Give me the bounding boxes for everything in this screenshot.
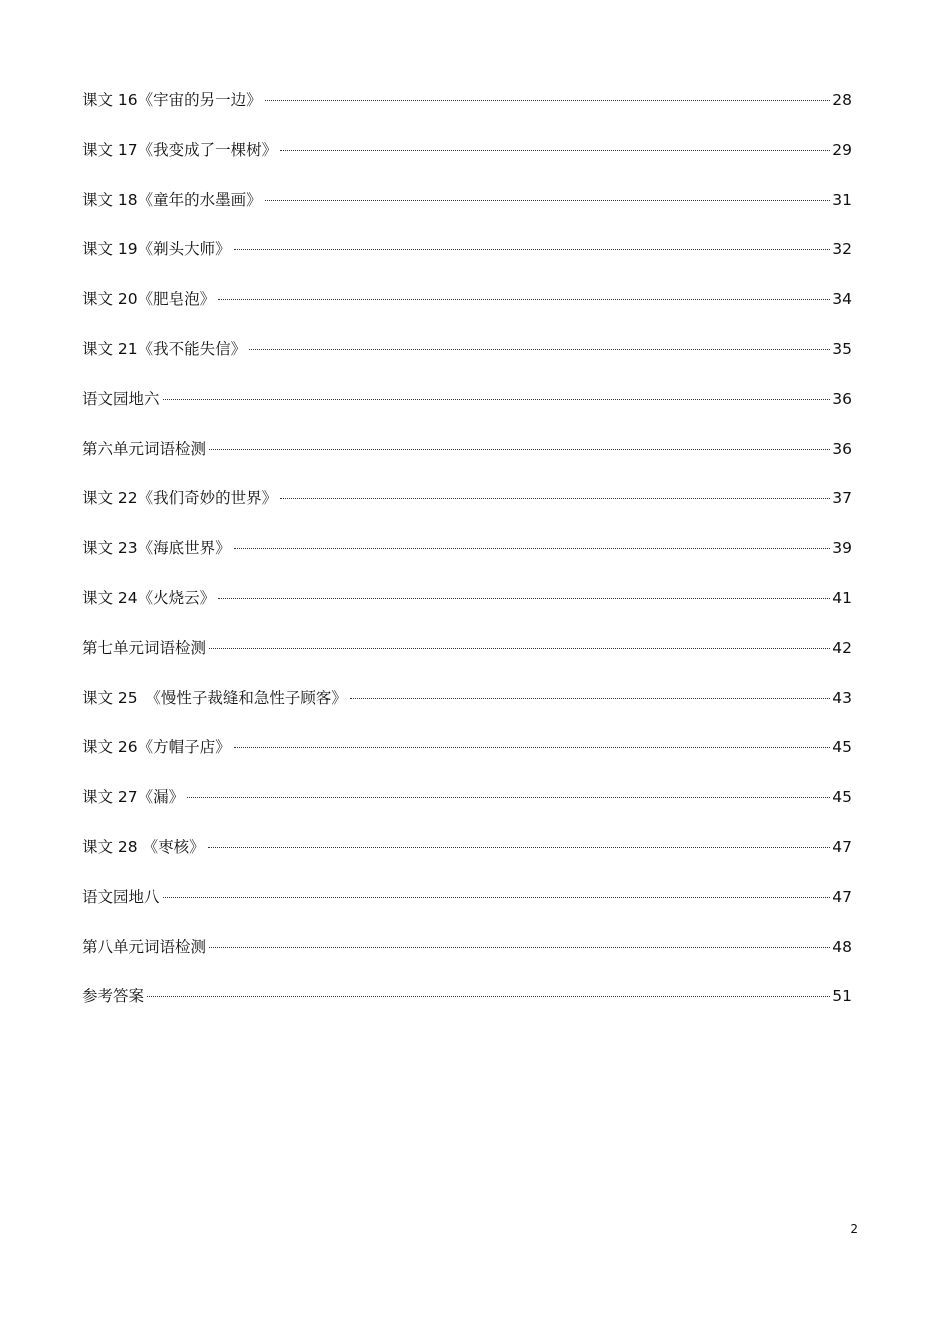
toc-entry[interactable] [82,636,852,686]
toc-entry-title: 课文 26《方帽子店》 [82,738,231,757]
toc-entry-title: 课文 28 《枣核》 [82,837,205,856]
table-of-contents [82,88,852,1034]
dot-leader [163,897,831,898]
toc-entry[interactable] [82,437,852,487]
dot-leader [163,399,831,400]
toc-entry[interactable] [82,387,852,437]
toc-entry-page: 45 [832,788,852,807]
toc-entry-title: 第八单元词语检测 [82,937,207,956]
dot-leader [265,100,831,101]
toc-entry-title: 课文 20《肥皂泡》 [82,290,216,309]
toc-entry[interactable] [82,536,852,586]
toc-entry-title: 课文 24《火烧云》 [82,588,216,607]
toc-entry[interactable] [82,287,852,337]
toc-entry-page: 47 [832,837,852,856]
toc-entry[interactable] [82,486,852,536]
toc-entry-title: 语文园地八 [82,887,160,906]
dot-leader [209,947,830,948]
dot-leader [208,847,831,848]
toc-entry-page: 41 [832,588,852,607]
dot-leader [249,349,830,350]
toc-entry-title: 课文 19《剃头大师》 [82,240,231,259]
toc-entry[interactable] [82,686,852,736]
toc-entry[interactable] [82,835,852,885]
toc-entry-page: 47 [832,887,852,906]
toc-entry-page: 48 [832,937,852,956]
page-number: 2 [850,1222,858,1236]
toc-entry-page: 39 [832,539,852,558]
toc-entry[interactable] [82,188,852,238]
dot-leader [265,200,831,201]
toc-entry-page: 45 [832,738,852,757]
toc-entry-page: 43 [832,688,852,707]
toc-entry[interactable] [82,785,852,835]
toc-entry-page: 28 [832,91,852,109]
toc-entry-page: 37 [832,489,852,508]
toc-entry[interactable] [82,984,852,1034]
toc-entry[interactable] [82,337,852,387]
dot-leader [350,698,830,699]
toc-entry-page: 34 [832,290,852,309]
toc-entry-page: 31 [832,190,852,209]
toc-entry-title: 课文 27《漏》 [82,788,185,807]
toc-entry[interactable] [82,935,852,985]
dot-leader [147,996,830,997]
toc-entry[interactable] [82,885,852,935]
toc-entry[interactable] [82,88,852,138]
toc-entry-page: 36 [832,389,852,408]
dot-leader [280,150,830,151]
toc-entry-page: 36 [832,439,852,458]
dot-leader [187,797,830,798]
dot-leader [234,747,831,748]
toc-entry-title: 课文 22《我们奇妙的世界》 [82,489,278,508]
toc-entry-title: 参考答案 [82,987,145,1006]
toc-entry[interactable] [82,586,852,636]
dot-leader [280,498,830,499]
toc-entry-title: 第七单元词语检测 [82,638,207,657]
toc-entry-page: 42 [832,638,852,657]
toc-entry-title: 语文园地六 [82,389,160,408]
toc-entry-title: 课文 18《童年的水墨画》 [82,190,262,209]
toc-entry-page: 29 [832,140,852,159]
toc-entry-title: 课文 23《海底世界》 [82,539,231,558]
toc-entry[interactable] [82,138,852,188]
dot-leader [234,249,831,250]
dot-leader [209,648,830,649]
toc-entry-title: 课文 17《我变成了一棵树》 [82,140,278,159]
toc-entry[interactable] [82,735,852,785]
toc-entry-page: 35 [832,339,852,358]
dot-leader [209,449,830,450]
toc-entry-title: 课文 25 《慢性子裁缝和急性子顾客》 [82,688,347,707]
dot-leader [218,299,830,300]
toc-entry-title: 第六单元词语检测 [82,439,207,458]
toc-entry[interactable] [82,237,852,287]
toc-entry-title: 课文 21《我不能失信》 [82,339,247,358]
toc-entry-title: 课文 16《宇宙的另一边》 [82,91,262,109]
dot-leader [218,598,830,599]
toc-entry-page: 32 [832,240,852,259]
dot-leader [234,548,831,549]
toc-entry-page: 51 [832,987,852,1006]
